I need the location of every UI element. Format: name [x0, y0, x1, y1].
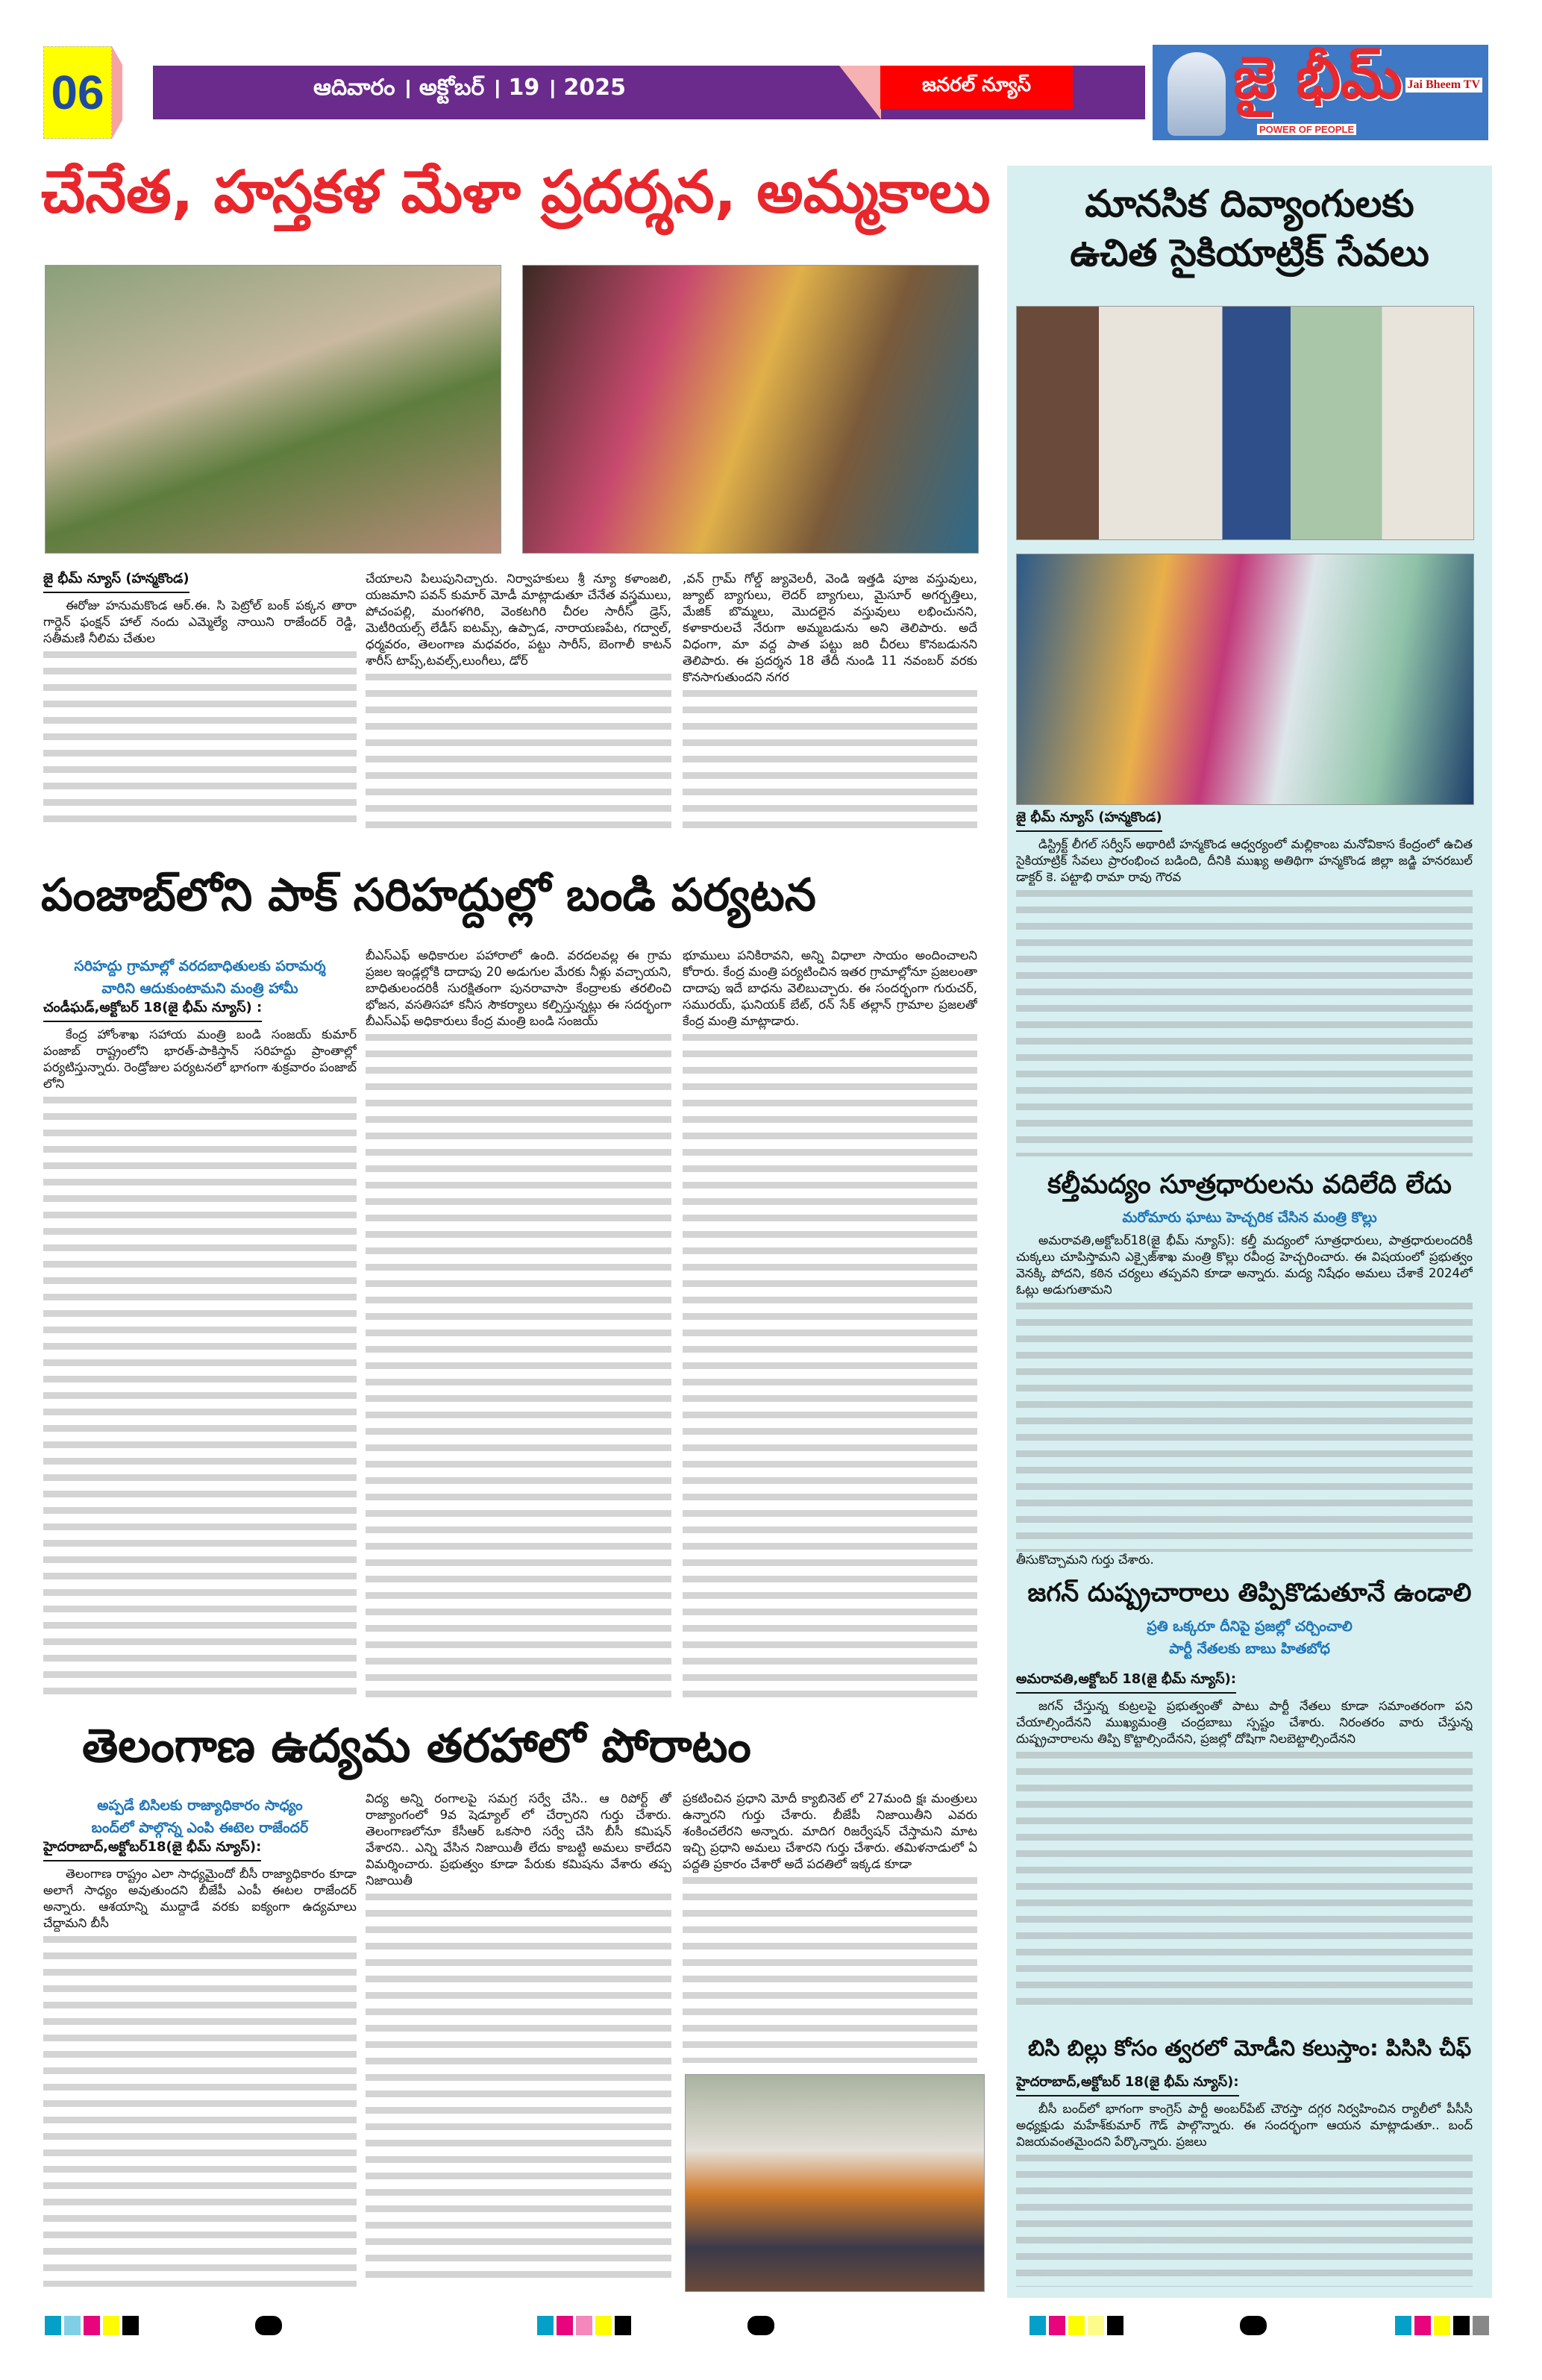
- article1-column-1: [43, 571, 357, 828]
- sidebar-article1-body: [1016, 809, 1473, 1156]
- text-continuation: [1016, 2150, 1473, 2287]
- color-registration-strip: [1029, 2316, 1123, 2335]
- article2-column-1: [43, 955, 357, 1701]
- sidebar-article4-body: [1016, 2074, 1473, 2287]
- text-continuation: [43, 1932, 357, 2287]
- sidebar-article2-headline: కల్తీమద్యం సూత్రధారులను వదిలేది లేదు: [1047, 1170, 1452, 1200]
- article1-headline: చేనేత, హస్తకళ మేళా ప్రదర్శన, అమ్మకాలు: [41, 159, 991, 226]
- article1-photo-exhibition: [522, 265, 979, 554]
- article3-body: విద్య అన్ని రంగాలపై సమగ్ర సర్వే చేసి.. ఆ రిపోర్ట్ తో రాజ్యాంగంలో 9వ షెడ్యూల్ లో చేర్చారని గుర్తు చేశారు. తెలంగాణలోనూ కేసీఆర్ ఒకసారి సర్వే చేసి బీసీ కమిషన్ వేశారని.. ఎన్ని వేసిన నిజాయితీ లేదు కాబట్టి అమలు కాలేదని విమర్శించారు. ప్రభుత్వం కూడా పేరుకు కమిషను వేశారు తప్ప నిజాయితీ: [366, 1791, 671, 1888]
- sidebar-article2-text: అమరావతి,అక్టోబర్18(జై భీమ్ న్యూస్): కల్తీ మద్యంలో సూత్రధారులు, పాత్రధారులందరికీ చుక్కలు చూపిస్తామని ఎక్సైజ్‌శాఖ మంత్రి కొల్లు రవీంద్ర హెచ్చరించారు. ఈ విషయంలో ప్రభుత్వం వెనక్కి పోదని, కఠిన చర్యలు తప్పవని కూడా అన్నారు. మద్య నిషేధం అమలు చేశాకే 2024లో ఓట్లు అడుగుతామని: [1016, 1233, 1473, 1297]
- article1-photo-ribbon-cutting: [45, 265, 501, 554]
- article3-body: తెలంగాణ రాష్ట్రం ఎలా సాధ్యమైందో బీసీ రాజ్యాధికారం కూడా అలాగే సాధ్యం అవుతుందని బీజేపీ ఎంపీ ఈటల రాజేందర్ అన్నారు. ఆశయాన్ని ముద్దాడే వరకు ఐక్యంగా ఉద్యమాలు చేద్దామని బీసీ: [43, 1867, 357, 1930]
- sidebar-article2-subhead: మరోమారు ఘాటు హెచ్చరిక చేసిన మంత్రి కొల్లు: [1122, 1209, 1377, 1226]
- article3-subhead: అప్పడే బిసిలకు రాజ్యాధికారం సాధ్యం: [97, 1797, 303, 1814]
- sidebar-article1-headline: [1007, 179, 1492, 278]
- article1-column-3: [683, 571, 977, 828]
- logo-tagline: POWER OF PEOPLE: [1257, 124, 1356, 135]
- page-number: 06: [43, 46, 112, 139]
- sidebar-photo-event: [1016, 554, 1474, 805]
- text-continuation: [1016, 1298, 1473, 1552]
- article3-column-2: [366, 1791, 671, 2287]
- registration-mark: [255, 2316, 282, 2335]
- article3-dateline: హైదరాబాద్,అక్టోబర్18(జై భీమ్ న్యూస్):: [43, 1839, 261, 1861]
- text-continuation: [43, 647, 357, 828]
- sidebar-article3-headline: జగన్ దుష్ప్రచారాలు తిప్పికొడుతూనే ఉండాలి: [1027, 1578, 1472, 1608]
- sidebar-article2-closing: తీసుకొచ్చామని గుర్తు చేశారు.: [1016, 1553, 1154, 1567]
- sidebar-article3-dateline: అమరావతి,అక్టోబర్ 18(జై భీమ్ న్యూస్):: [1016, 1671, 1236, 1694]
- subhead: పార్టీ నేతలకు బాబు హితబోధ: [1169, 1641, 1330, 1657]
- section-label: జనరల్ న్యూస్: [880, 66, 1073, 109]
- article3-column-3: [683, 1791, 977, 2063]
- color-registration-strip: [537, 2316, 631, 2335]
- article2-column-3: [683, 948, 977, 1701]
- article3-body: ప్రకటించిన ప్రధాని మోదీ క్యాబినెట్ లో 27మంది క్షః మంత్రులు ఉన్నారని గుర్తు చేశారు. బీజేపీ నిజాయితీని ఎవరు శంకించలేరని అన్నారు. మాదిగ రిజర్వేషన్ చేస్తామని మాట ఇచ్చి ప్రధాని అమలు చేశారని గుర్తు చేశారు. తమిళనాడులో ఏ పద్ధతి ప్రకారం చేశారో అదే పదతిలో ఇక్కడ కూడా: [683, 1791, 977, 1871]
- article3-photo-bandh-protest: [685, 2074, 985, 2292]
- headline-line: మానసిక దివ్యాంగులకు: [1085, 182, 1414, 225]
- article2-subhead: సరిహద్దు గ్రామాల్లో వరదబాధితులకు పరామర్శ: [74, 958, 326, 974]
- text-continuation: [683, 686, 977, 828]
- subhead: ప్రతి ఒక్కరూ దీనిపై ప్రజల్లో చర్చించాలి: [1147, 1618, 1353, 1635]
- text-continuation: [366, 1030, 671, 1701]
- logo-name: జై భీమ్: [1233, 45, 1402, 112]
- header-decoration: [112, 46, 122, 139]
- article2-headline: పంజాబ్‌లోని పాక్ సరిహద్దుల్లో బండి పర్యటన: [41, 869, 816, 921]
- article2-subhead: వారిని ఆదుకుంటామని మంత్రి హామీ: [101, 980, 298, 997]
- registration-mark: [748, 2316, 774, 2335]
- article1-body: ఈరోజు హనుమకొండ ఆర్.ఈ. సి పెట్రోల్ బంక్ పక్కన తారా గార్డెన్ ఫంక్షన్ హాల్ నందు ఎమ్మెల్యే నాయిని రాజేందర్ రెడ్డి, సతీమణి నీలిమ చేతుల: [43, 598, 357, 645]
- article3-column-1: [43, 1794, 357, 2287]
- sidebar-article4-text: బీసీ బంద్‌లో భాగంగా కాంగ్రెస్ పార్టీ అంబర్‌పేట్ చౌరస్తా దగ్గర నిర్వహించిన ర్యాలీలో పీసీసీ అధ్యక్షుడు మహేశ్‌కుమార్ గౌడ్ పాల్గొన్నారు. ఈ సందర్భంగా ఆయన మాట్లాడుతూ.. బంద్ విజయవంతమైందని పేర్కొన్నారు. ప్రజలు: [1016, 2102, 1473, 2149]
- sidebar-article4-headline: బిసి బిల్లు కోసం త్వరలో మోడీని కలుస్తాం: పిసిసి చీఫ్: [1027, 2035, 1472, 2061]
- registration-mark: [1240, 2316, 1267, 2335]
- issue-date: ఆదివారం । అక్టోబర్ । 19 । 2025: [313, 75, 627, 101]
- article1-column-2: [366, 571, 671, 828]
- text-continuation: [683, 1030, 977, 1701]
- article3-headline: తెలంగాణ ఉద్యమ తరహాలో పోరాటం: [82, 1718, 751, 1773]
- logo-tv: Jai Bheem TV: [1405, 78, 1482, 93]
- article2-body: బీఎస్ఎఫ్ అధికారుల పహారాలో ఉంది. వరదలవల్ల ఈ గ్రామ ప్రజల ఇండ్లల్లోకి దాదాపు 20 అడుగుల మేరకు నీళ్లు వచ్చాయని, బాధితులందరికీ సురక్షితంగా పునరావాసా కేంద్రాలకు తరలించి భోజన, వసతిసహా కనీస సౌకర్యాలు కల్పిస్తున్నట్లు ఈ సదర్భంగా బీఎస్ఎఫ్ అధికారులు కేంద్ర మంత్రి బండి సంజయ్: [366, 948, 671, 1028]
- article2-body: భూములు పనికిరావని, అన్ని విధాలా సాయం అందించాలని కోరారు. కేంద్ర మంత్రి పర్యటించిన ఇతర గ్రామాల్లోనూ ప్రజలంతా దాదాపు ఇదే బాధను వెలిబుచ్చారు. ఈ సందర్భంగా గురుచర్, సమురయ్, ఘనియక్ బేట్, రన్ సేక్ తల్లాన్ గ్రామాల ప్రజలతో కేంద్ర మంత్రి మాట్లాడారు.: [683, 948, 977, 1028]
- article1-dateline: జై భీమ్ న్యూస్ (హన్మకొండ): [43, 571, 189, 593]
- article1-body: ,వన్ గ్రామ్ గోల్డ్ జ్యువెలరీ, వెండి ఇత్తడి పూజ వస్తువులు, జ్యూట్ బ్యాగులు, లెదర్ బ్యాగులు, మైసూర్ అగర్బత్తిలు, మేజిక్ బొమ్మలు, మొదలైన వస్తువులు లభించునని, కళాకారులచే నేరుగా అమ్మబడును అని తెలిపారు. అదే విధంగా, మా వద్ద పాత పట్టు జరి చీరలు కొనబడునని తెలిపారు. ఈ ప్రదర్శన 18 తేదీ నుండి 11 నవంబర్ వరకు కొనసాగుతుందని నగర: [683, 571, 977, 684]
- headline-line: ఉచిత సైకియాట్రిక్ సేవలు: [1070, 231, 1429, 275]
- text-continuation: [1016, 1747, 1473, 2014]
- article2-dateline: చండీఘడ్,అక్టోబర్ 18(జై భీమ్ న్యూస్) :: [43, 1000, 262, 1022]
- text-continuation: [43, 1092, 357, 1701]
- color-registration-strip: [1395, 2316, 1489, 2335]
- text-continuation: [683, 1873, 977, 2063]
- sidebar-article4-dateline: హైదరాబాద్,అక్టోబర్ 18(జై భీమ్ న్యూస్):: [1016, 2074, 1239, 2096]
- sidebar-article3-subheads: [1007, 1615, 1492, 1660]
- sidebar-article1-text: డిస్ట్రిక్ట్ లీగల్ సర్వీస్ అథారిటీ హన్మకొండ ఆధ్వర్యంలో మల్లికాంబ మనోవికాస కేంద్రంలో ఉచిత సైకియాట్రిక్ సేవలు ప్రారంభించ బడింది, దీనికి ముఖ్య అతిథిగా హన్మకొండ జిల్లా జడ్జి హనరబుల్ డాక్టర్ కె. పట్టాభి రామా రావు గౌరవ: [1016, 837, 1473, 884]
- text-continuation: [1016, 886, 1473, 1156]
- article2-body: కేంద్ర హోంశాఖ సహాయ మంత్రి బండి సంజయ్ కుమార్ పంజాబ్ రాష్ట్రంలోని భారత్-పాకిస్తాన్ సరిహద్దు ప్రాంతాల్లో పర్యటిస్తున్నారు. రెండ్రోజుల పర్యటనలో భాగంగా శుక్రవారం పంజాబ్ లోని: [43, 1027, 357, 1091]
- text-continuation: [366, 669, 671, 828]
- sidebar-article3-body: [1016, 1671, 1473, 2014]
- color-registration-strip: [45, 2316, 139, 2335]
- masthead-logo: [1153, 45, 1488, 140]
- sidebar-article1-dateline: జై భీమ్ న్యూస్ (హన్మకొండ): [1016, 809, 1162, 832]
- sidebar-article2-body: [1016, 1233, 1473, 1568]
- sidebar-photo-inauguration: [1016, 306, 1474, 540]
- sidebar-article3-text: జగన్ చేస్తున్న కుట్రలపై ప్రభుత్వంతో పాటు పార్టీ నేతలు కూడా సమాంతరంగా పని చేయాల్సిందేనని ముఖ్యమంత్రి చంద్రబాబు స్పష్టం చేశారు. నిరంతరం వారు చేస్తున్న దుష్ప్రచారాలను తిప్పి కొట్టాల్సిందేనని, ప్రజల్లో దోషిగా నిలబెట్టాల్సిందేనని: [1016, 1699, 1473, 1746]
- text-continuation: [366, 1889, 671, 2287]
- article3-subhead: బంద్‌లో పాల్గొన్న ఎంపి ఈటెల రాజేందర్: [91, 1820, 309, 1836]
- article2-column-2: [366, 948, 671, 1701]
- article1-body: చేయాలని పిలుపునిచ్చారు. నిర్వాహకులు శ్రీ న్యూ కళాంజలి, యజమాని పవన్ కుమార్ మోడీ మాట్లాడుతూ చేనేత వస్త్రములు, పోచంపల్లి, మంగళగిరి, వెంకటగిరి చీరల సారీస్ డ్రెస్, మెటీరియల్స్ లేడీస్ ఐటమ్స్, ఉప్పాడ, నారాయణపేట, గద్వాల్, ధర్మవరం, తెలంగాణ మధవరం, పట్టు సారీస్, బెంగాలీ కాటన్ శారీస్ టాప్స్,టవల్స్,లుంగీలు, డోర్: [366, 571, 671, 668]
- portrait-icon: [1168, 52, 1226, 136]
